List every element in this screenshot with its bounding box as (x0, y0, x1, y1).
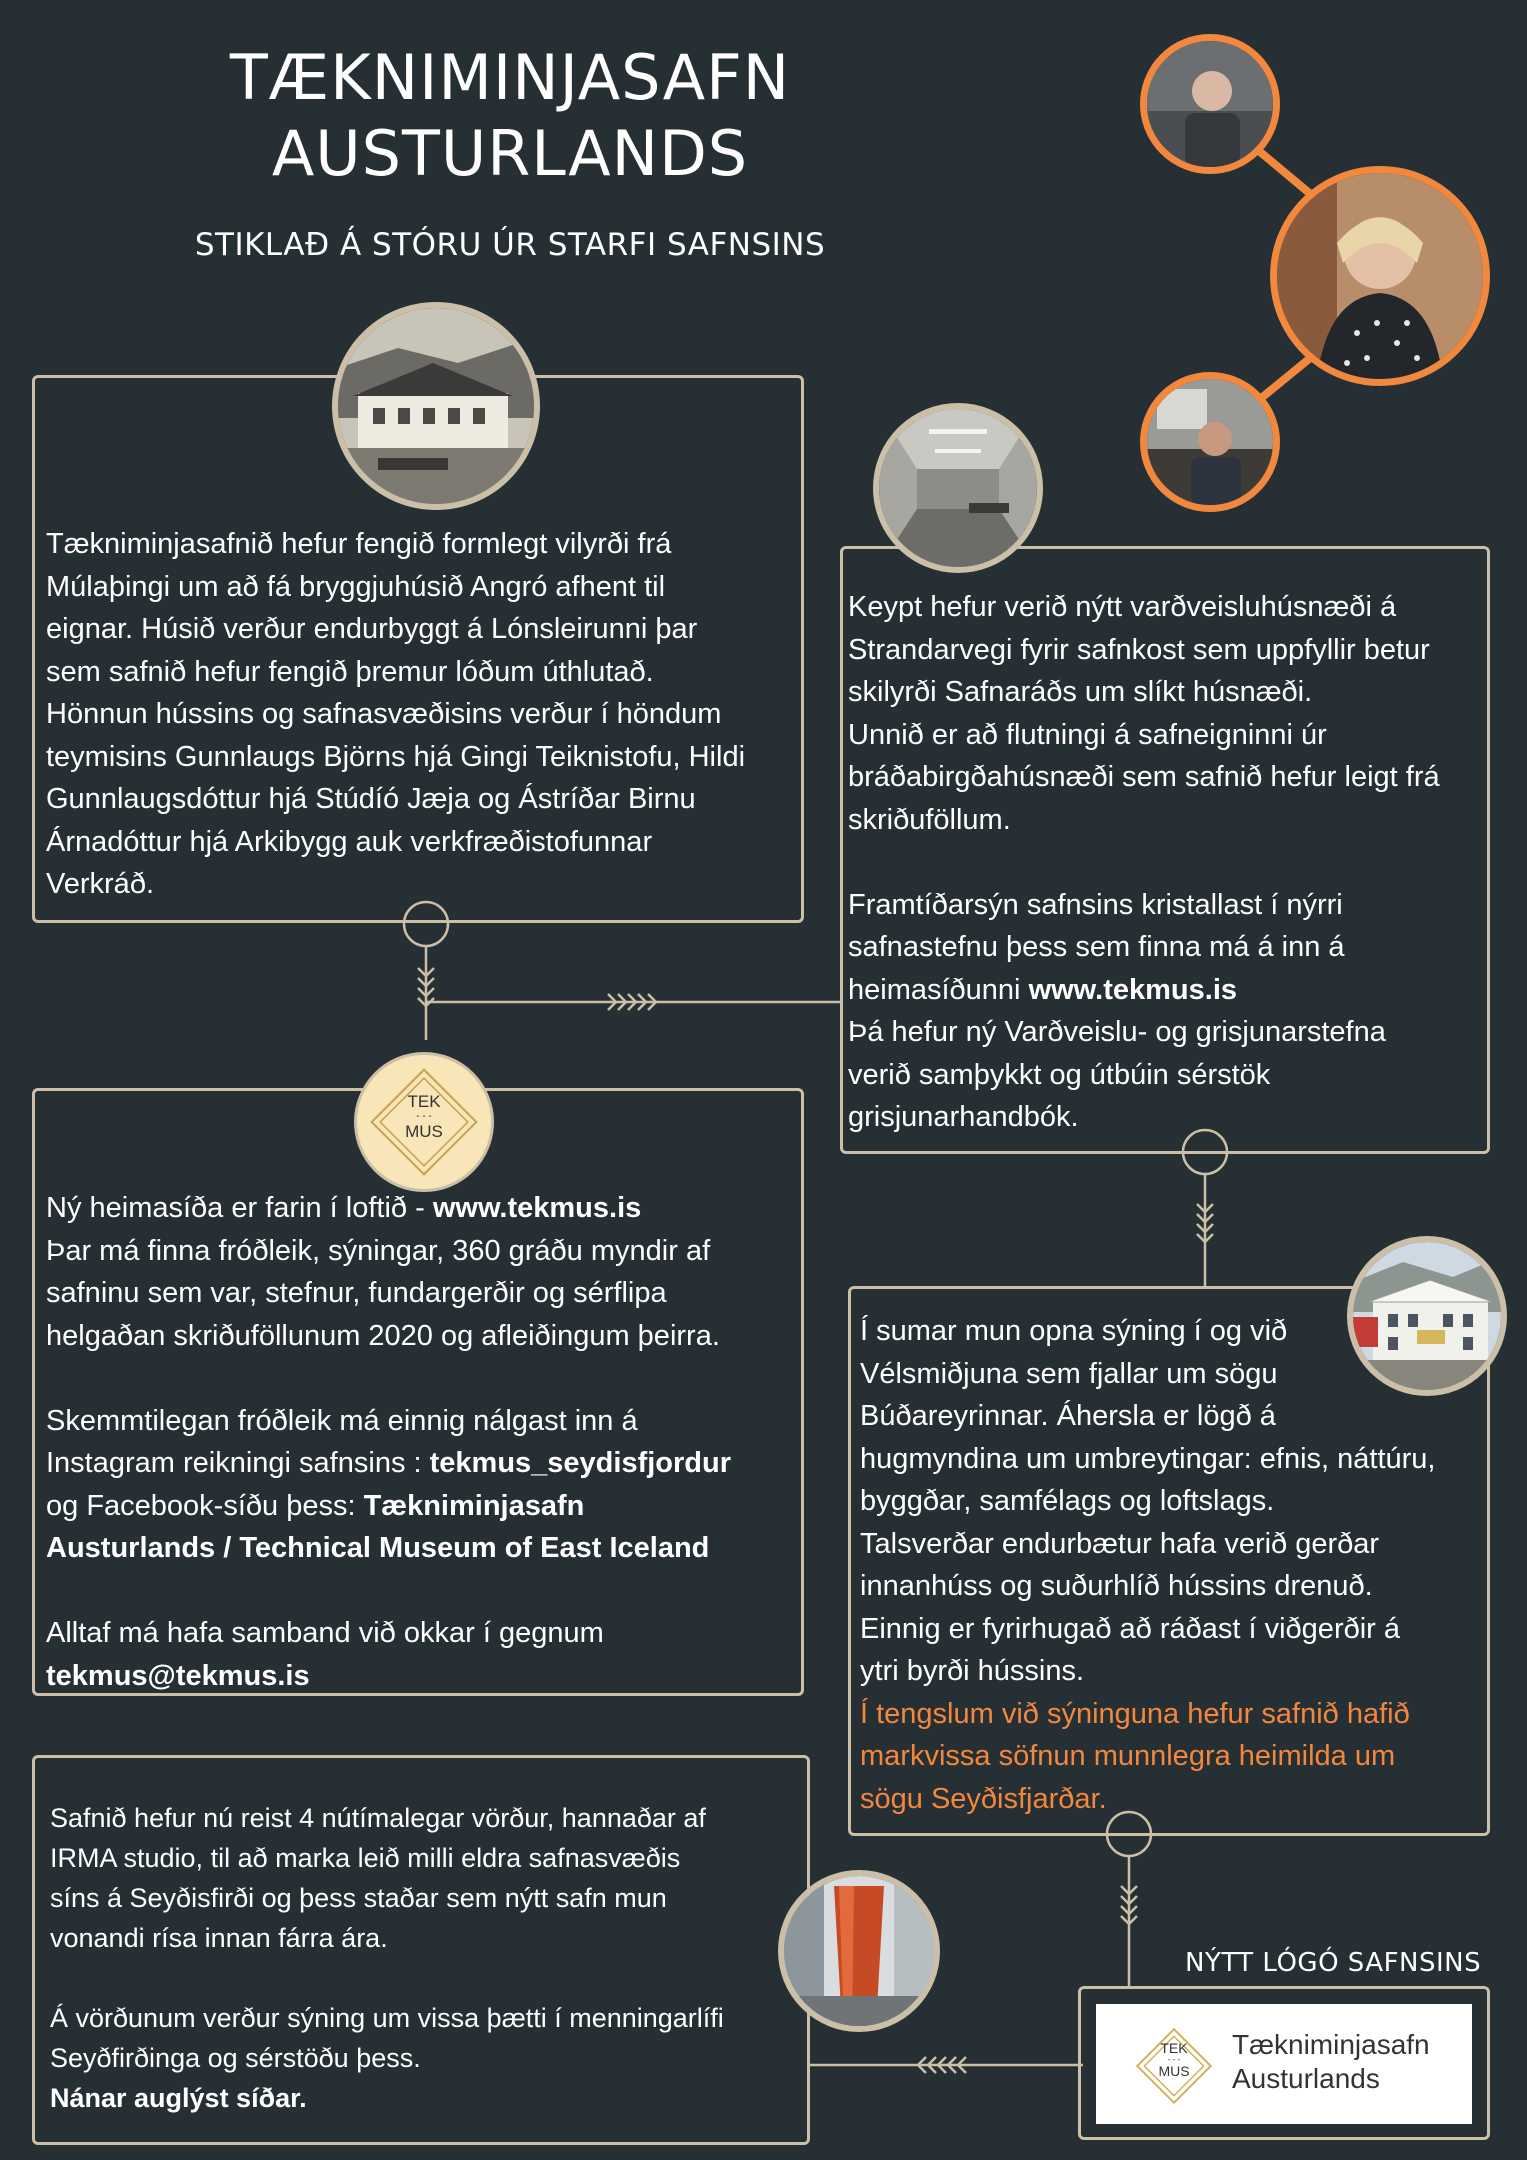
email-link[interactable]: tekmus@tekmus.is (46, 1659, 310, 1692)
box2-line: safnastefnu þess sem finna má á inn á (848, 931, 1345, 963)
box4-line: hugmyndina um umbreytingar: efnis, náttúru, (860, 1442, 1436, 1475)
box2-text (848, 586, 1488, 1139)
box5-bold-line: Nánar auglýst síðar. (50, 2083, 307, 2113)
box3-instagram-prefix: Instagram reikningi safnsins : (46, 1447, 430, 1479)
logo-icon-text: TEK - - - MUS (1158, 2040, 1190, 2079)
box2-line: bráðabirgðahúsnæði sem safnið hefur leigt frá (848, 761, 1440, 793)
box5-text (50, 1798, 810, 2118)
title-line-1: TÆKNIMINJASAFN (229, 41, 791, 114)
connector-timeline-4 (808, 2050, 1083, 2080)
box1-line: Gunnlaugsdóttur hjá Stúdíó Jæja og Ástríðar Birnu (46, 783, 696, 815)
box4-orange-line: sögu Seyðisfjarðar. (860, 1782, 1107, 1815)
box4-line: Í sumar mun opna sýning í og við (860, 1315, 1288, 1347)
box3-line: Alltaf má hafa samband við okkar í gegnum (46, 1617, 604, 1649)
box1-line: eignar. Húsið verður endurbyggt á Lónsleirunni þar (46, 613, 698, 645)
box4-orange-line: markvissa söfnun munnlegra heimilda um (860, 1740, 1396, 1772)
box3-line: Þar má finna fróðleik, sýningar, 360 gráðu myndir af (46, 1234, 711, 1267)
photo-old-harbor-house (332, 302, 540, 510)
box4-line: Einnig er fyrirhugað að ráðast í viðgerðir á (860, 1612, 1401, 1645)
page-title (140, 40, 880, 192)
box3-line: helgaðan skriðuföllunum 2020 og afleiðingum þeirra. (46, 1319, 720, 1352)
box2-line: Keypt hefur verið nýtt varðveisluhúsnæði á (848, 591, 1397, 623)
box1-line: Tækniminjasafnið hefur fengið formlegt vilyrði frá (46, 528, 672, 560)
box2-line: Unnið er að flutningi á safneigninni úr (848, 718, 1327, 751)
box5-line: vonandi rísa innan fárra ára. (50, 1923, 388, 1953)
instagram-handle[interactable]: tekmus_seydisfjordur (429, 1447, 732, 1479)
box2-line: verið samþykkt og útbúin sérstök (848, 1058, 1271, 1091)
badge-text: TEK - - - MUS (405, 1092, 443, 1141)
photo-warehouse-interior (873, 403, 1043, 573)
box4-text (860, 1310, 1490, 1820)
box1-line: Árnadóttur hjá Arkibygg auk verkfræðistofunnar (46, 825, 653, 858)
box3-line: Skemmtilegan fróðleik má einnig nálgast inn á (46, 1404, 638, 1437)
box2-line: Strandarvegi fyrir safnkost sem uppfyllir betur (848, 633, 1430, 666)
box3-text (46, 1187, 806, 1697)
box1-text (46, 523, 806, 906)
connector-timeline-3 (1104, 1810, 1164, 1990)
box4-line: Talsverðar endurbætur hafa verið gerðar (860, 1527, 1380, 1560)
facebook-name-cont[interactable]: Austurlands / Technical Museum of East Iceland (46, 1532, 710, 1564)
box2-line: Framtíðarsýn safnsins kristallast í nýrri (848, 888, 1343, 921)
box5-line: IRMA studio, til að marka leið milli eldra safnasvæðis (50, 1843, 681, 1873)
logo-section-heading: NÝTT LÓGÓ SAFNSINS (1185, 1948, 1482, 1978)
box3-line: safninu sem var, stefnur, fundargerðir og sérflipa (46, 1277, 667, 1309)
tekmus-badge (354, 1052, 494, 1192)
box2-line: skilyrði Safnaráðs um slíkt húsnæði. (848, 676, 1313, 708)
box2-line: Þá hefur ný Varðveislu- og grisjunarstefna (848, 1016, 1386, 1048)
box4-orange-line: Í tengslum við sýninguna hefur safnið hafið (860, 1697, 1410, 1730)
box4-line: Búðareyrinnar. Áhersla er lögð á (860, 1400, 1276, 1432)
staff-photo-1 (1140, 34, 1280, 174)
box5-line: Safnið hefur nú reist 4 nútímalegar vörður, hannaðar af (50, 1803, 706, 1833)
box2-line: skriðuföllum. (848, 803, 1011, 836)
website-link[interactable]: www.tekmus.is (1028, 973, 1237, 1006)
connector-timeline-2 (1175, 1128, 1235, 1288)
title-line-2: AUSTURLANDS (271, 117, 749, 190)
box3-line1-prefix: Ný heimasíða er farin í loftið - (46, 1192, 433, 1224)
logo-wordmark: Tækniminjasafn Austurlands (1232, 2029, 1430, 2094)
box1-line: Múlaþingi um að fá bryggjuhúsið Angró afhent til (46, 570, 666, 603)
staff-photo-2 (1270, 166, 1490, 386)
box3-facebook-prefix: og Facebook-síðu þess: (46, 1489, 364, 1522)
box5-line: Seyðfirðinga og sérstöðu þess. (50, 2043, 421, 2073)
box4-line: innanhúss og suðurhlíð hússins drenuð. (860, 1570, 1373, 1602)
page-subtitle: STIKLAÐ Á STÓRU ÚR STARFI SAFNSINS (194, 227, 826, 263)
box1-line: Hönnun hússins og safnasvæðisins verður í höndum (46, 698, 722, 730)
facebook-name[interactable]: Tækniminjasafn (363, 1489, 585, 1522)
box1-line: teymisins Gunnlaugs Björns hjá Gingi Teiknistofu, Hildi (46, 740, 746, 773)
box2-web-prefix: heimasíðunni (848, 973, 1029, 1006)
box4-line: Vélsmiðjuna sem fjallar um sögu (860, 1357, 1278, 1390)
box5-line: Á vörðunum verður sýning um vissa þætti í menningarlífi (50, 2003, 724, 2033)
box1-line: Verkráð. (46, 868, 154, 900)
box4-line: ytri byrði hússins. (860, 1655, 1085, 1687)
staff-photo-3 (1140, 372, 1280, 512)
website-link-2[interactable]: www.tekmus.is (432, 1192, 642, 1224)
box4-line: byggðar, samfélags og loftslags. (860, 1485, 1275, 1517)
logo-card (1096, 2004, 1472, 2124)
box2-line: grisjunarhandbók. (848, 1101, 1079, 1133)
box5-line: síns á Seyðisfirði og þess staðar sem nýtt safn mun (50, 1883, 667, 1913)
box1-line: sem safnið hefur fengið þremur lóðum úthlutað. (46, 655, 654, 688)
